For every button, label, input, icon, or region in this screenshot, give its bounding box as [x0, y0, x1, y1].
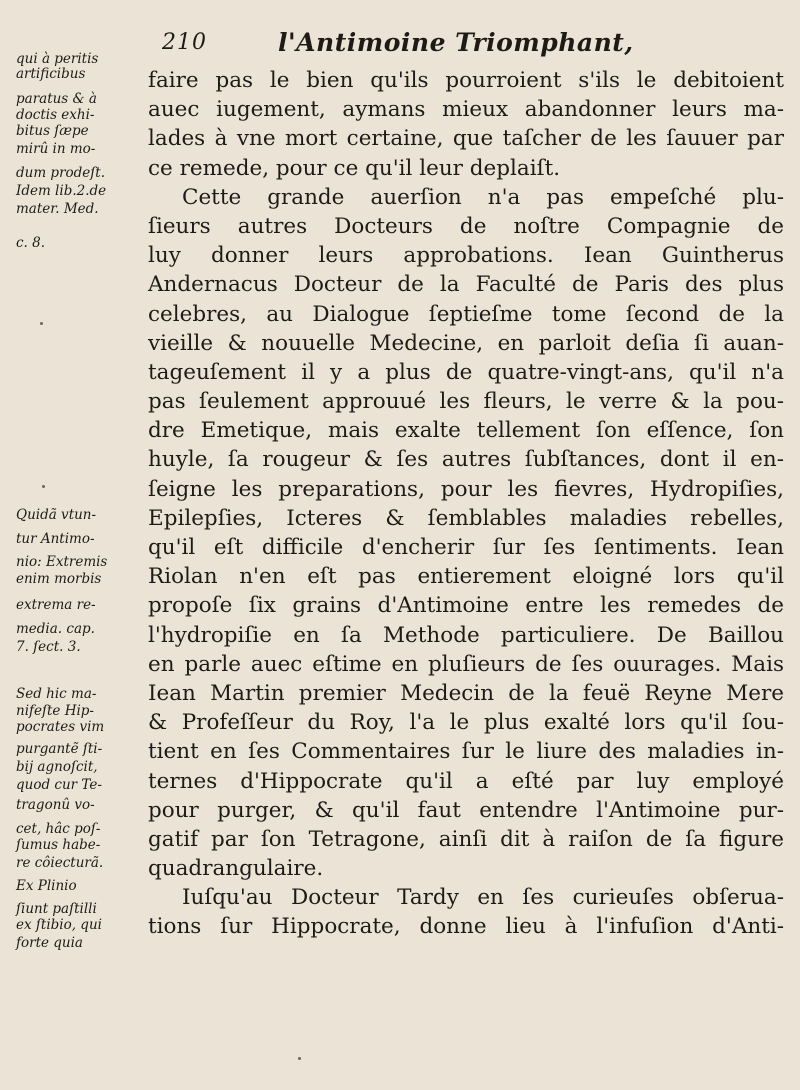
- ink-speck: [42, 485, 45, 488]
- margin-note-line: enim morbis: [16, 571, 102, 587]
- body-line: Andernacus Docteur de la Faculté de Paris des plus: [148, 272, 784, 298]
- body-line: tient en ſes Commentaires ſur le liure des maladies in-: [148, 739, 784, 765]
- body-line: Riolan n'en eſt pas entierement eloigné lors qu'il: [148, 564, 784, 590]
- body-line: qu'il eſt difficile d'encherir ſur ſes ſentiments. Iean: [148, 535, 784, 560]
- body-line: Cette grande auerſion n'a pas empeſché plu-: [182, 184, 784, 210]
- page-header: [150, 30, 770, 64]
- margin-note-line: dum prodeſt.: [16, 165, 105, 181]
- body-line: tageuſement il y a plus de quatre-vingt-ans, qu'il n'a: [148, 359, 784, 385]
- body-line: l'hydropiſie en ſa Methode particuliere. De Baillou: [148, 622, 784, 648]
- body-line: Iean Martin premier Medecin de la feuë Reyne Mere: [148, 680, 784, 706]
- body-line: celebres, au Dialogue ſeptieſme tome ſecond de la: [148, 301, 784, 327]
- margin-note-line: Quidã vtun-: [16, 507, 97, 523]
- margin-note-line: nifeſte Hip-: [16, 703, 94, 719]
- margin-note-line: tur Antimo-: [16, 531, 95, 547]
- body-line: pour purger, & qu'il faut entendre l'Antimoine pur-: [148, 797, 784, 823]
- body-line: tions ſur Hippocrate, donne lieu à l'infuſion d'Anti-: [148, 914, 784, 940]
- margin-note-line: quod cur Te-: [16, 777, 102, 793]
- margin-note-line: mirû in mo-: [16, 141, 96, 157]
- body-text: [148, 66, 784, 942]
- margin-note-line: Idem lib.2.de: [16, 183, 107, 199]
- page-number: 210: [162, 30, 207, 55]
- body-line: dre Emetique, mais exalte tellement ſon eſſence, ſon: [148, 418, 784, 444]
- margin-note-line: qui à peritis: [16, 51, 99, 67]
- margin-note-line: pocrates vim: [16, 719, 105, 735]
- running-title: l'Antimoine Triomphant,: [278, 28, 634, 57]
- margin-note-line: ſumus habe-: [16, 837, 101, 853]
- body-line: quadrangulaire.: [148, 856, 324, 882]
- margin-note-line: media. cap.: [16, 621, 95, 637]
- ink-speck: [40, 322, 43, 325]
- margin-note-line: re côiecturã.: [16, 855, 104, 871]
- body-line: en parle auec eſtime en pluſieurs de ſes ouurages. Mais: [148, 651, 784, 677]
- body-line: auec iugement, aymans mieux abandonner leurs ma-: [148, 97, 784, 123]
- body-line: luy donner leurs approbations. Iean Guintherus: [148, 243, 784, 269]
- body-line: ſieurs autres Docteurs de noſtre Compagnie de: [148, 213, 784, 239]
- margin-note-line: paratus & à: [16, 91, 97, 107]
- body-line: ce remede, pour ce qu'il leur deplaiſt.: [148, 155, 561, 181]
- margin-note-line: nio: Extremis: [16, 554, 108, 570]
- body-line: faire pas le bien qu'ils pourroient s'ils le debitoient: [148, 68, 784, 93]
- margin-note-line: extrema re-: [16, 597, 96, 613]
- body-line: Epilepſies, Icteres & ſemblables maladies rebelles,: [148, 505, 784, 531]
- ink-speck: [298, 1057, 301, 1060]
- margin-note-line: doctis exhi-: [16, 107, 95, 123]
- margin-note-line: Sed hic ma-: [16, 686, 97, 702]
- body-line: Iuſqu'au Docteur Tardy en ſes curieuſes obſerua-: [182, 885, 784, 911]
- body-line: pas ſeulement approuué les fleurs, le verre & la pou-: [148, 389, 784, 415]
- body-line: propoſe ſix grains d'Antimoine entre les remedes de: [148, 593, 784, 619]
- margin-note-line: mater. Med.: [16, 201, 99, 217]
- margin-note-line: c. 8.: [16, 235, 46, 251]
- margin-note-line: cet, hâc poſ-: [16, 821, 101, 837]
- margin-note-line: bitus ſæpe: [16, 123, 89, 139]
- margin-note-line: Ex Plinio: [16, 878, 77, 894]
- body-line: & Profeſſeur du Roy, l'a le plus exalté lors qu'il ſou-: [148, 710, 784, 736]
- body-line: huyle, ſa rougeur & ſes autres ſubſtances, dont il en-: [148, 447, 784, 473]
- margin-note-line: forte quia: [16, 935, 83, 951]
- body-line: ſeigne les preparations, pour les fievres, Hydropiſies,: [148, 476, 784, 502]
- margin-note-line: tragonû vo-: [16, 797, 95, 813]
- margin-note-line: ex ſtibio, qui: [16, 917, 102, 933]
- body-line: lades à vne mort certaine, que taſcher de les ſauuer par: [148, 126, 784, 152]
- body-line: ternes d'Hippocrate qu'il a eſté par luy employé: [148, 768, 784, 794]
- margin-note-line: bij agnoſcit,: [16, 759, 98, 775]
- body-line: vieille & nouuelle Medecine, en parloit deſia ſi auan-: [148, 330, 784, 356]
- margin-note-line: ſiunt paſtilli: [16, 901, 97, 917]
- body-line: gatif par ſon Tetragone, ainſi dit à raiſon de ſa figure: [148, 826, 784, 852]
- margin-note-line: artificibus: [16, 66, 86, 82]
- margin-note-line: 7. ſect. 3.: [16, 639, 81, 655]
- margin-note-line: purgantẽ ſti-: [16, 741, 103, 757]
